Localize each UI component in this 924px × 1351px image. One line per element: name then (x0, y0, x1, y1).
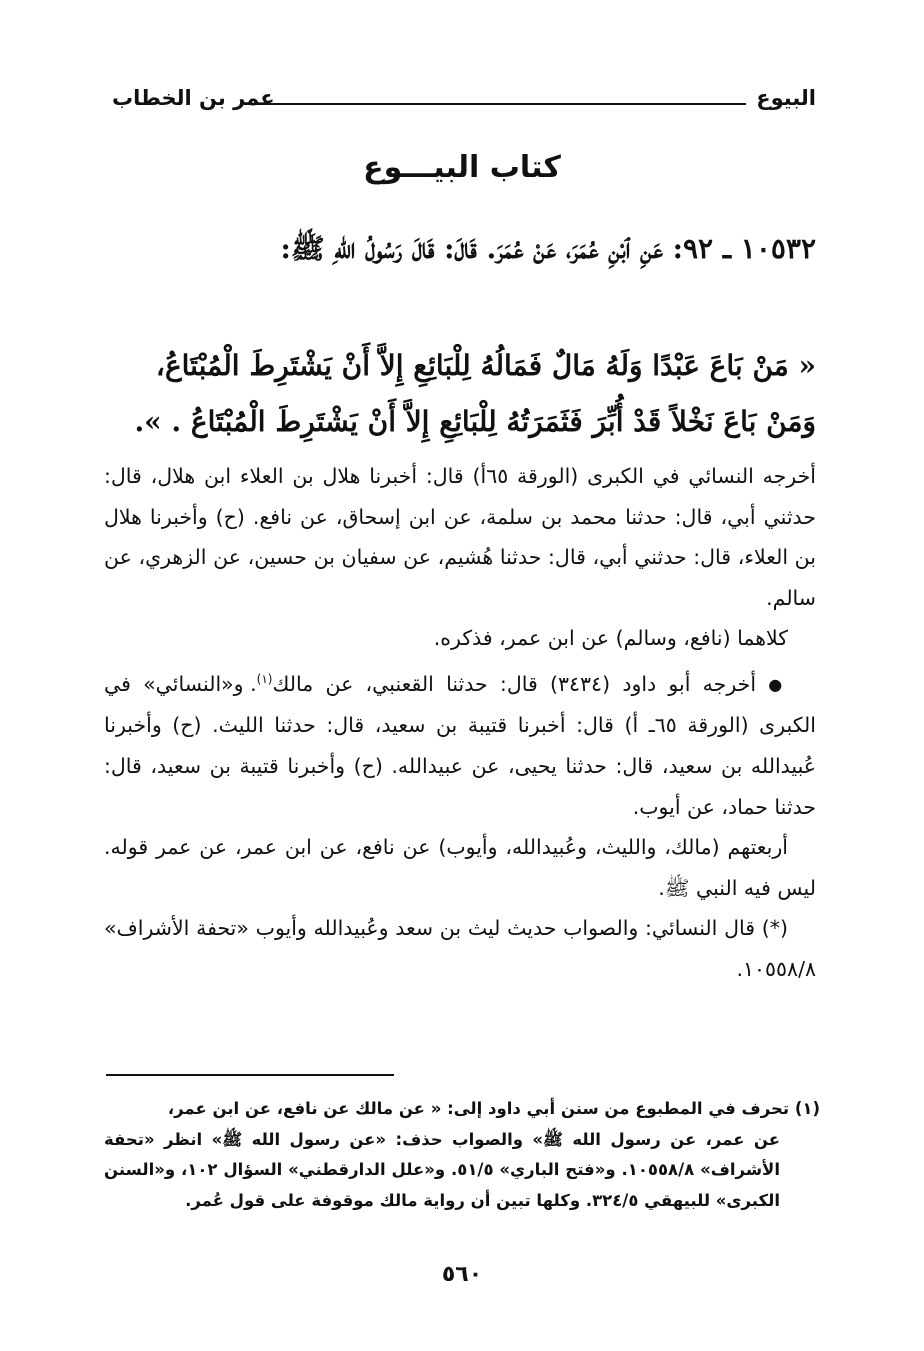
footnote-continuation: عن عمر، عن رسول الله ﷺ» والصواب حذف: «عن رسول الله ﷺ» انظر «تحفة الأشراف» ١٠٥٥٨/٨. و«فتح الباري» ٥١/٥. و«علل الدارقطني» السؤال ١٠٢، و«السنن الكبرى» للبيهقي ٣٢٤/٥. وكلها تبين أن رواية مالك موقوفة على قول عُمر. (104, 1129, 780, 1210)
footnote-rule (106, 1074, 394, 1076)
paragraph-takhrij-abu-dawud (104, 659, 816, 827)
chapter-title: كتاب البيـــوع (363, 150, 561, 185)
footnote-reference[interactable]: (١) (256, 671, 273, 686)
paragraph-abu-dawud-b: . و«النسائي» في الكبرى (الورقة ٦٥ـ أ) قال: أخبرنا قتيبة بن سعيد، قال: حدثنا الليث. (ح) وأخبرنا عُبيدالله بن سعيد، قال: حدثنا يحيى، عن عبيدالله. (ح) وأخبرنا قتيبة بن سعيد، قال: حدثنا حماد، عن أيوب. (104, 671, 816, 819)
header-section-title: البيوع (756, 86, 816, 110)
paragraph-four-narrators: أربعتهم (مالك، والليث، وعُبيدالله، وأيوب) عن نافع، عن ابن عمر، عن عمر قوله. ليس فيه النبي ﷺ. (104, 835, 816, 900)
hadith-number-line: ١٠٥٣٢ ـ ٩٢: عَنِ ٱبْنِ عُمَرَ، عَنْ عُمَرَ. قَالَ: قَالَ رَسُولُ اللهِ ﷺ: (280, 232, 816, 265)
footnote-line-1: (١) تحرف في المطبوع من سنن أبي داود إلى: « عن مالك عن نافع، عن ابن عمر، (167, 1099, 820, 1118)
paragraph-nasai-note: (*) قال النسائي: والصواب حديث ليث بن سعد وعُبيدالله وأيوب «تحفة الأشراف» ١٠٥٥٨/٨. (104, 916, 816, 981)
bullet-icon: ● (768, 674, 788, 694)
paragraph-takhrij-nasai: أخرجه النسائي في الكبرى (الورقة ٦٥أ) قال: أخبرنا هلال بن العلاء ابن هلال، قال: حدثني أبي، قال: حدثنا محمد بن سلمة، عن ابن إسحاق، عن نافع. (ح) وأخبرنا هلال بن العلاء، قال: حدثني أبي، قال: حدثنا هُشيم، عن سفيان بن حسين، عن الزهري، عن سالم. (104, 464, 816, 610)
page-number: ٥٦٠ (441, 1262, 483, 1287)
footnote (104, 1094, 820, 1216)
header-narrator: عمر بن الخطاب (112, 86, 275, 110)
hadith-matn: « مَنْ بَاعَ عَبْدًا وَلَهُ مَالٌ فَمَالُهُ لِلْبَائِعِ إِلاَّ أَنْ يَشْتَرِطَ الْمُبْتَاعُ، وَمَنْ بَاعَ نَخْلاً قَدْ أُبِّرَ فَثَمَرَتُهُ لِلْبَائِعِ إِلاَّ أَنْ يَشْتَرِطَ الْمُبْتَاعُ . ». (134, 349, 816, 438)
paragraph-summary: كلاهما (نافع، وسالم) عن ابن عمر، فذكره. (433, 626, 788, 651)
commentary-body (104, 456, 816, 990)
header-rule (244, 103, 746, 105)
paragraph-abu-dawud-a: أخرجه أبو داود (٣٤٣٤) قال: حدثنا القعنبي، عن مالك (272, 671, 757, 696)
running-header (112, 86, 816, 120)
